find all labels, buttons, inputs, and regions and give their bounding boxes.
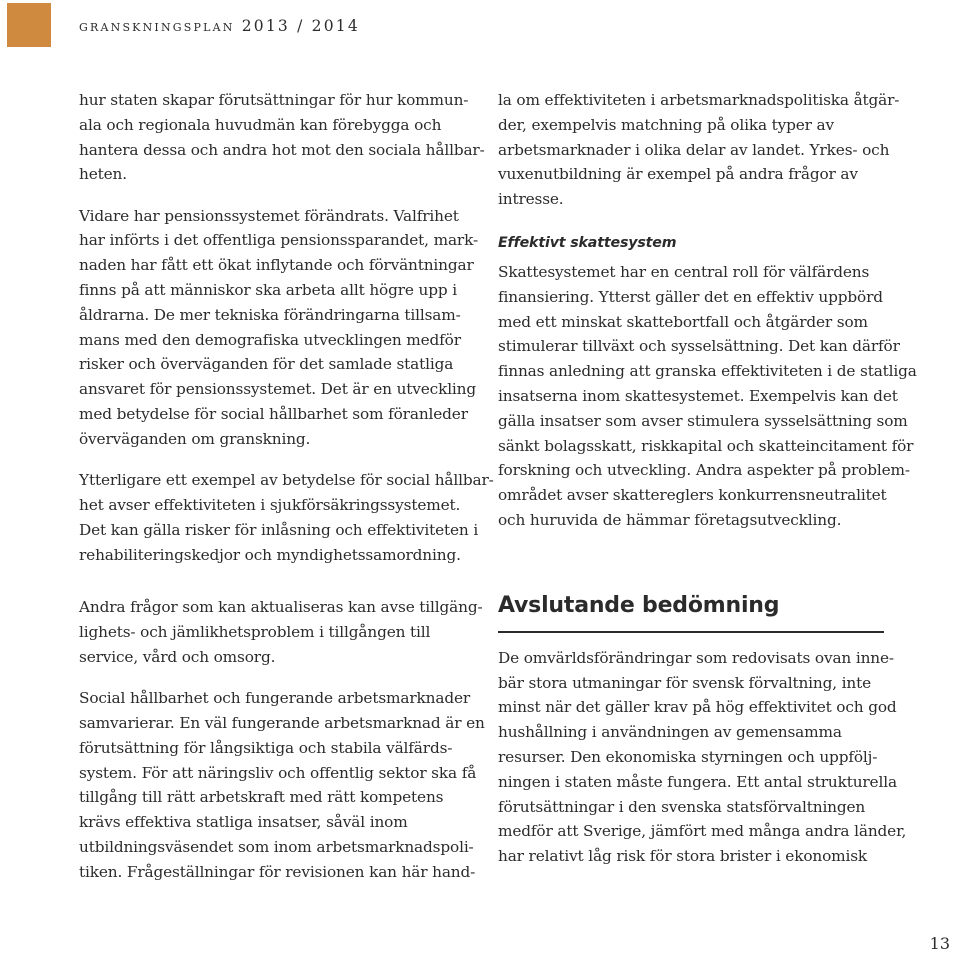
text-line: arbetsmarknader i olika delar av landet. Yrkes- och [498,140,890,159]
text-line: överväganden om granskning. [79,429,311,448]
text-line: service, vård och omsorg. [79,647,276,666]
text-line: åldrarna. De mer tekniska förändringarna tillsam- [79,305,461,324]
text-line: samvarierar. En väl fungerande arbetsmarknad är en [79,714,485,733]
text-line: mans med den demografiska utvecklingen medför [79,330,461,349]
text-line: De omvärldsförändringar som redovisats ovan inne- [498,648,894,667]
text-line: naden har fått ett ökat inflytande och förväntningar [79,256,474,275]
text-line: sänkt bolagsskatt, riskkapital och skatteincitament för [498,436,914,455]
text-line: förutsättningar i den svenska statsförvaltningen [498,797,866,816]
paragraph [79,88,485,187]
text-line: insatserna inom skattesystemet. Exempelvis kan det [498,386,898,405]
text-line: tillgång till rätt arbetskraft med rätt kompetens [79,788,444,807]
text-line: finns på att människor ska arbeta allt högre upp i [79,281,457,300]
text-line: Social hållbarhet och fungerande arbetsmarknader [79,689,471,708]
text-line: utbildningsväsendet som inom arbetsmarknadspoli- [79,838,474,857]
text-line: med ett minskat skattebortfall och åtgärder som [498,312,868,331]
paragraph [79,204,478,452]
text-line: heten. [79,165,127,184]
text-line: har relativt låg risk för stora brister i ekonomisk [498,847,868,866]
text-line: finansiering. Ytterst gäller det en effektiv uppbörd [498,287,883,306]
paragraph [79,595,483,669]
text-line: Ytterligare ett exempel av betydelse för social hållbar- [79,471,494,490]
text-line: tiken. Frågeställningar för revisionen kan här hand- [79,862,476,881]
paragraph [79,468,494,567]
text-line: intresse. [498,190,564,209]
paragraph [498,260,917,533]
text-line: bär stora utmaningar för svensk förvaltning, inte [498,673,872,692]
page-number: 13 [929,934,950,953]
text-line: medför att Sverige, jämfört med många andra länder, [498,822,907,841]
text-line: het avser effektiviteten i sjukförsäkringssystemet. [79,495,461,514]
left-column [79,88,494,885]
text-line: system. För att näringsliv och offentlig sektor ska få [79,763,477,782]
text-line: Skattesystemet har en central roll för välfärdens [498,262,870,281]
text-line: och huruvida de hämmar företagsutveckling. [498,510,842,529]
text-line: rehabiliteringskedjor och myndighetssamordning. [79,545,461,564]
header-accent-square [7,3,51,47]
running-header: granskningsplan 2013 / 2014 [79,17,360,35]
text-line: ningen i staten måste fungera. Ett antal strukturella [498,772,897,791]
text-line: förutsättning för långsiktiga och stabila välfärds- [79,738,453,757]
text-line: hur staten skapar förutsättningar för hur kommun- [79,91,469,109]
text-line: minst när det gäller krav på hög effektivitet och god [498,698,897,717]
text-line: krävs effektiva statliga insatser, såväl inom [79,813,408,832]
text-line: Andra frågor som kan aktualiseras kan avse tillgäng- [79,598,483,617]
text-line: ansvaret för pensionssystemet. Det är en utveckling [79,380,477,399]
text-line: stimulerar tillväxt och sysselsättning. Det kan därför [498,337,900,356]
text-line: forskning och utveckling. Andra aspekter på problem- [498,461,910,480]
text-line: resurser. Den ekonomiska styrningen och uppfölj- [498,747,878,766]
text-line: vuxenutbildning är exempel på andra frågor av [498,165,858,184]
paragraph [498,646,907,869]
text-line: har införts i det offentliga pensionssparandet, mark- [79,231,478,250]
text-line: området avser skattereglers konkurrensneutralitet [498,486,887,505]
right-column [498,88,917,869]
text-line: la om effektiviteten i arbetsmarknadspolitiska åtgär- [498,91,900,109]
subheading: Effektivt skattesystem [498,234,677,251]
text-line: med betydelse för social hållbarhet som föranleder [79,405,468,424]
text-line: finnas anledning att granska effektiviteten i de statliga [498,362,917,381]
text-line: hantera dessa och andra hot mot den sociala hållbar- [79,140,485,159]
text-line: Vidare har pensionssystemet förändrats. Valfrihet [79,206,459,225]
section-heading: Avslutande bedömning [498,592,780,618]
text-line: gälla insatser som avser stimulera sysselsättning som [498,411,908,430]
paragraph [498,88,900,212]
text-line: ala och regionala huvudmän kan förebygga och [79,115,442,134]
text-line: hushållning i användningen av gemensamma [498,723,842,742]
section-rule [498,631,884,633]
text-line: Det kan gälla risker för inlåsning och effektiviteten i [79,520,479,539]
text-line: risker och överväganden för det samlade statliga [79,355,454,374]
paragraph [79,686,485,884]
text-line: der, exempelvis matchning på olika typer av [498,115,835,134]
text-line: lighets- och jämlikhetsproblem i tillgången till [79,623,431,642]
